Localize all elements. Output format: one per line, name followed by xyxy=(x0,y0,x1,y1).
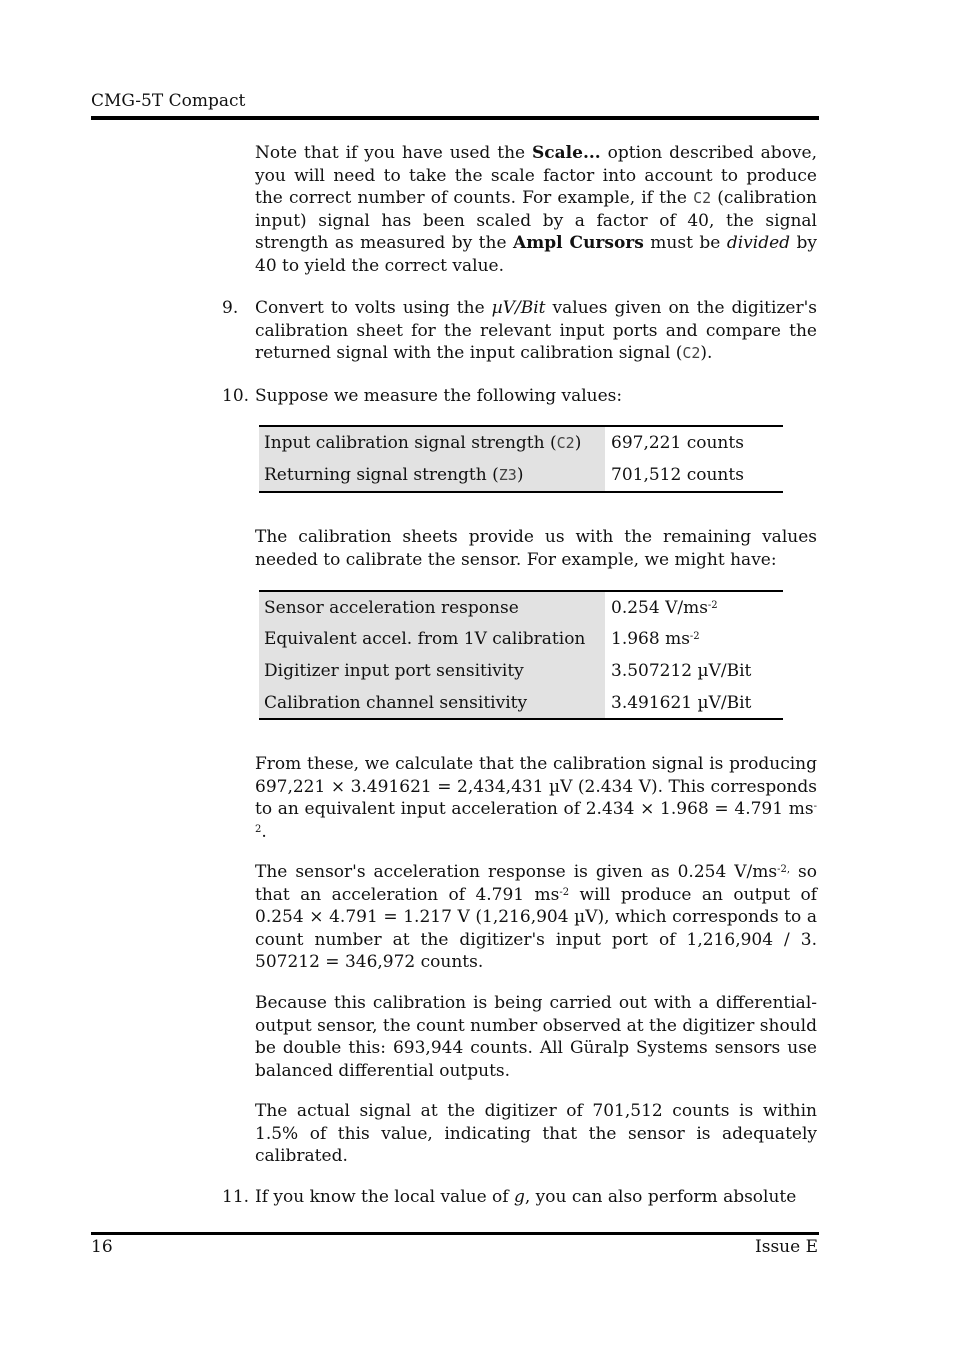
differential-output-paragraph: Because this calibration is being carried out with a differential-output sensor, the count number observed at the digitizer should be double this: 693,944 counts. All Güralp Systems sensors use balanced differential outputs. xyxy=(255,993,817,1081)
table-row xyxy=(259,687,783,719)
table-cell-label: Calibration channel sensitivity xyxy=(259,687,605,719)
step-9-number: 9. xyxy=(222,298,239,318)
table-cell-value: 701,512 counts xyxy=(605,459,783,492)
conclusion-paragraph: The actual signal at the digitizer of 701,512 counts is within 1.5% of this value, indicating that the sensor is adequately calibrated. xyxy=(255,1101,817,1167)
step-11-text: If you know the local value of g, you can also perform absolute xyxy=(255,1187,797,1207)
table-row xyxy=(259,459,783,492)
running-header: CMG-5T Compact xyxy=(91,91,246,111)
step-9-text: Convert to volts using the µV/Bit values given on the digitizer's calibration sheet for the relevant input ports and compare the returned signal with the input calibration signal (C2). xyxy=(255,298,817,364)
table-cell-label: Returning signal strength (Z3) xyxy=(259,459,605,492)
table-cell-label: Equivalent accel. from 1V calibration xyxy=(259,623,605,655)
calculation-paragraph: From these, we calculate that the calibration signal is producing 697,221 × 3.491621 = 2,434,431 µV (2.434 V). This corresponds to an equivalent input acceleration of 2.434 × 1.968 = 4.791 $ms^{-2}$. xyxy=(255,754,817,842)
measured-values-table xyxy=(259,425,783,493)
table-cell-label: Input calibration signal strength (C2) xyxy=(259,426,605,459)
step-11-number: 11. xyxy=(222,1187,250,1207)
header-rule xyxy=(91,116,819,120)
step-10-text: Suppose we measure the following values: xyxy=(255,386,623,406)
issue-label: Issue E xyxy=(755,1237,818,1257)
table-cell-value: 1.968 $ms^{-2}$ xyxy=(605,623,783,655)
table-row xyxy=(259,655,783,687)
table-cell-value: 0.254 $V/ms^{-2}$ xyxy=(605,591,783,623)
table-cell-value: 3.507212 µV/Bit xyxy=(605,655,783,687)
table-cell-label: Digitizer input port sensitivity xyxy=(259,655,605,687)
table-row xyxy=(259,591,783,623)
table-cell-value: 697,221 counts xyxy=(605,426,783,459)
table-row xyxy=(259,426,783,459)
footer-rule xyxy=(91,1232,819,1235)
step-10-number: 10. xyxy=(222,386,250,406)
page-number: 16 xyxy=(91,1237,113,1257)
calibration-sheets-paragraph: The calibration sheets provide us with the remaining values needed to calibrate the sensor. For example, we might have: xyxy=(255,527,817,570)
table-row xyxy=(259,623,783,655)
table-cell-value: 3.491621 µV/Bit xyxy=(605,687,783,719)
sensor-response-paragraph: The sensor's acceleration response is given as 0.254 $V/ms^{-2,}$ so that an acceleration of 4.791 $ms^{-2}$ will produce an output of 0.254 × 4.791 = 1.217 V (1,216,904 µV), which corresponds to a count number at the digitizer's input port of 1,216,904 / 3. 507212 = 346,972 counts. xyxy=(255,862,818,973)
scale-note-paragraph: Note that if you have used the Scale... option described above, you will need to take the scale factor into account to produce the correct number of counts. For example, if the C2 (calibration input) signal has been scaled by a factor of 40, the signal strength as measured by the Ampl Cursors must be divided by 40 to yield the correct value. xyxy=(255,143,818,276)
table-cell-label: Sensor acceleration response xyxy=(259,591,605,623)
calibration-values-table xyxy=(259,590,783,720)
